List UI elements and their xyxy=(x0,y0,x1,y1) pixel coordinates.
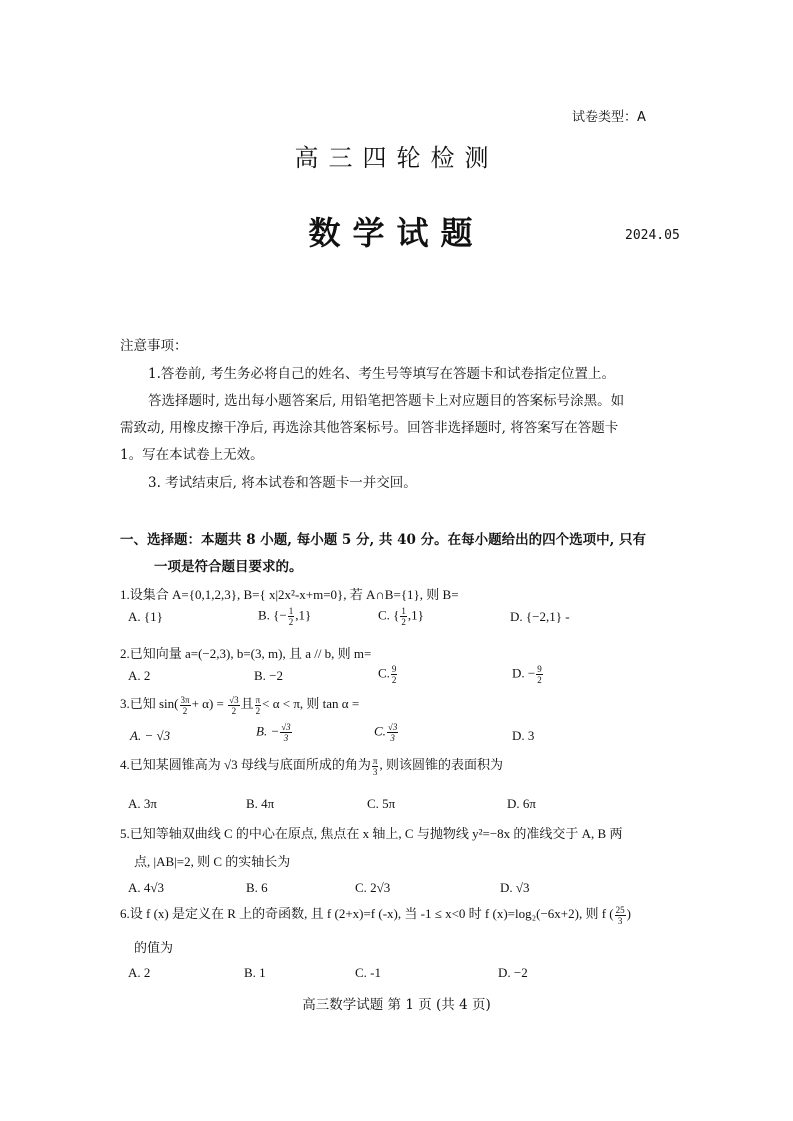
question-2-option-d: D. − $\frac{9}{2}$ xyxy=(512,664,542,685)
notes-item-2-line-2: 需致动, 用橡皮擦干净后, 再选涂其他答案标号。回答非选择题时, 将答案写在答题卡 xyxy=(120,420,619,436)
page-footer: 高三数学试题 第 1 页 (共 4 页) xyxy=(302,997,491,1013)
question-4-option-c: C. 5π xyxy=(367,796,396,811)
question-1-stem: 1.设集合 A={0,1,2,3}, B={ x|2x²-x+m=0}, 若 A∩B={1}, 则 B= xyxy=(120,587,459,602)
notes-item-2-line-1: 答选择题时, 选出每小题答案后, 用铅笔把答题卡上对应题目的答案标号涂黑。如 xyxy=(148,393,625,409)
question-3-option-c: C. $\frac{√3}{3}$ xyxy=(374,722,398,743)
question-1-option-c: C. { $\frac{1}{2}$ ,1} xyxy=(378,606,424,627)
question-4-option-d: D. 6π xyxy=(507,796,536,811)
question-4-stem: 4.已知某圆锥高为 √3 母线与底面所成的角为 $\frac{\pi}{3}$ , 则该圆锥的表面积为 xyxy=(120,755,503,777)
paper-type: 试卷类型：A xyxy=(572,110,646,125)
question-5-option-a: A. 4√3 xyxy=(128,880,165,895)
subject-title: 数学试题 xyxy=(308,214,485,252)
question-3-option-d: D. 3 xyxy=(512,728,535,743)
question-1-option-b: B. {− $\frac{1}{2}$ ,1} xyxy=(258,606,312,627)
notes-item-3: 3. 考试结束后, 将本试卷和答题卡一并交回。 xyxy=(148,475,417,491)
question-2-option-c: C. $\frac{9}{2}$ xyxy=(378,664,397,685)
notes-item-1: 1.答卷前, 考生务必将自己的姓名、考生号等填写在答题卡和试卷指定位置上。 xyxy=(148,366,615,382)
question-5-option-d: D. √3 xyxy=(500,880,530,895)
question-2-option-a: A. 2 xyxy=(128,668,151,683)
question-5-option-b: B. 6 xyxy=(246,880,268,895)
question-5-stem-line-1: 5.已知等轴双曲线 C 的中心在原点, 焦点在 x 轴上, C 与抛物线 y²=−8x 的准线交于 A, B 两 xyxy=(120,826,623,841)
question-2-option-b: B. −2 xyxy=(254,668,284,683)
question-6-stem-line-1: 6.设 f (x) 是定义在 R 上的奇函数, 且 f (2+x)=f (-x), 当 -1 ≤ x<0 时 f (x)=log₂(−6x+2), 则 f ( $\frac{25}{3}$ ) xyxy=(120,904,631,926)
question-6-option-b: B. 1 xyxy=(244,965,266,980)
question-6-option-c: C. -1 xyxy=(355,965,381,980)
question-5-stem-line-2: 点, |AB|=2, 则 C 的实轴长为 xyxy=(134,854,291,869)
question-3-option-a: A. − √3 xyxy=(130,728,171,743)
question-3-stem: 3.已知 sin( $\frac{3\pi}{2}$ + α) = $\frac{√3}{2}$ 且 $\frac{\pi}{2}$ < α < π, 则 tan α = xyxy=(120,694,360,716)
section-1-heading: 一、选择题：本题共 8 小题, 每小题 5 分, 共 40 分。在每小题给出的四个选项中, 只有 xyxy=(120,532,646,548)
question-2-stem: 2.已知向量 a=(−2,3), b=(3, m), 且 a // b, 则 m= xyxy=(120,646,372,661)
question-6-stem-line-2: 的值为 xyxy=(134,940,174,955)
question-6-option-d: D. −2 xyxy=(498,965,528,980)
question-5-option-c: C. 2√3 xyxy=(355,880,391,895)
notes-item-2-line-3: 1。写在本试卷上无效。 xyxy=(120,447,264,463)
question-4-option-b: B. 4π xyxy=(246,796,275,811)
section-1-heading-cont: 一项是符合题目要求的。 xyxy=(154,559,303,575)
exam-date: 2024.05 xyxy=(625,228,680,243)
question-1-option-d: D. {−2,1} - xyxy=(510,609,570,624)
question-4-option-a: A. 3π xyxy=(128,796,157,811)
notes-heading: 注意事项： xyxy=(120,338,188,354)
question-1-option-a: A. {1} xyxy=(128,609,163,624)
question-6-option-a: A. 2 xyxy=(128,965,151,980)
exam-title: 高三四轮检测 xyxy=(294,144,499,172)
question-3-option-b: B. − $\frac{√3}{3}$ xyxy=(256,722,291,743)
